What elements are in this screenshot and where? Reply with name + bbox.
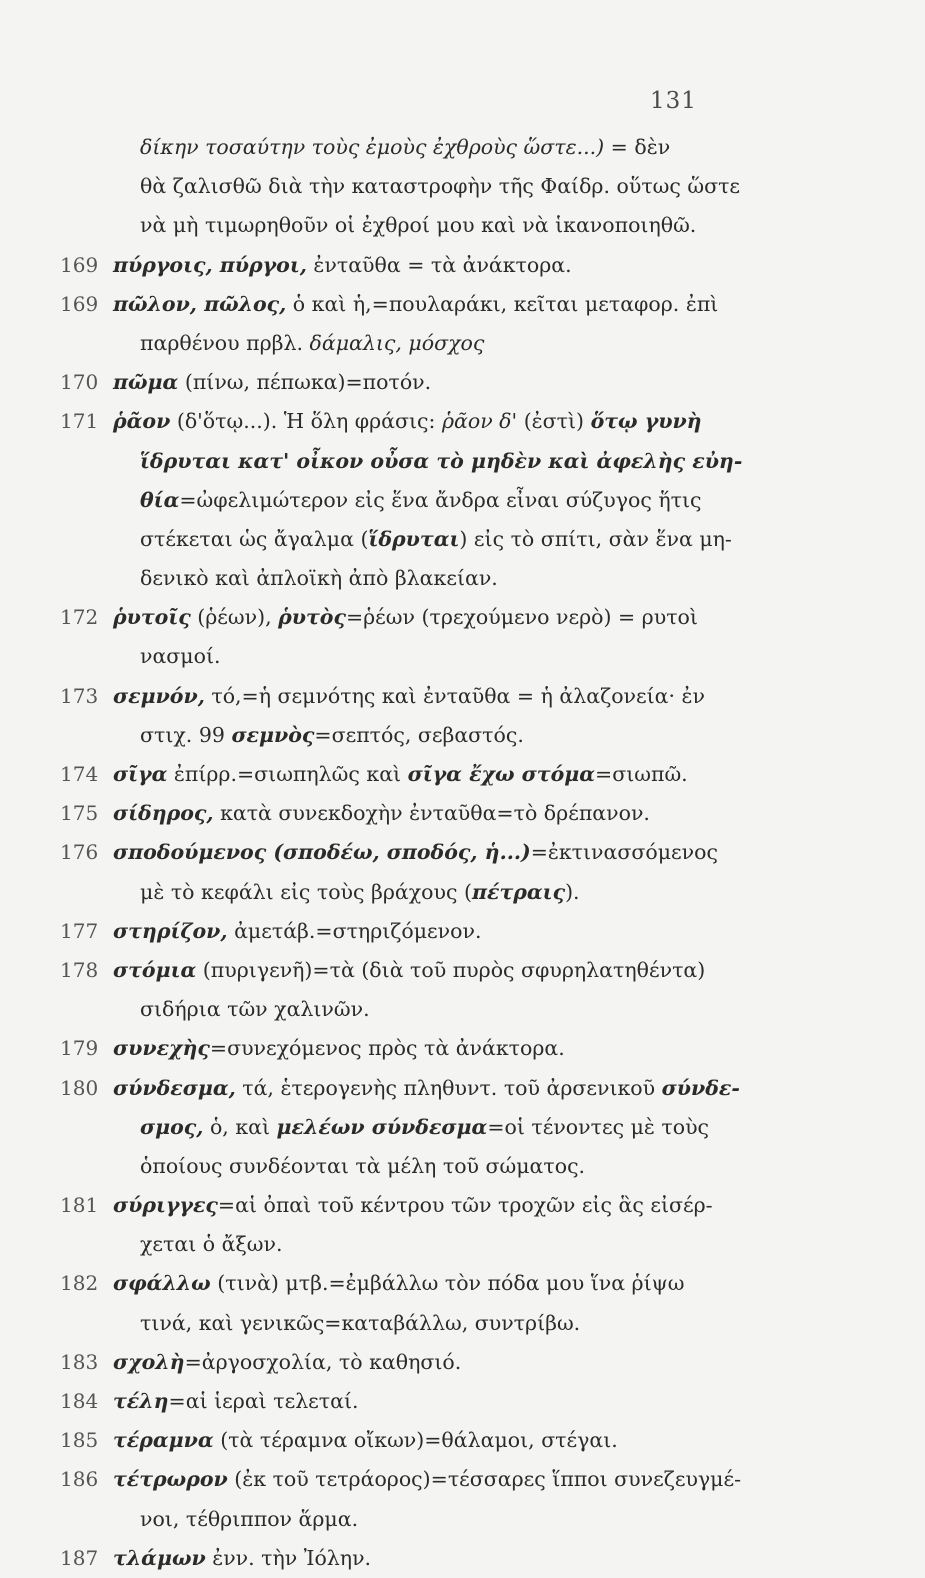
glossary-continuation-line (0, 990, 925, 1029)
line-text (113, 1421, 618, 1460)
gloss-text: =ἀργοσχολία, τὸ καθησιό. (184, 1349, 462, 1374)
line-text (140, 559, 498, 598)
line-number: 177 (60, 918, 99, 943)
line-text (113, 402, 702, 441)
lemma-term: πῶμα (113, 370, 179, 395)
line-text (140, 167, 740, 206)
gloss-text: χεται ὁ ἄξων. (140, 1232, 283, 1257)
lemma-term: σῖγα (113, 762, 168, 786)
glossary-continuation-line (0, 873, 925, 912)
line-text (140, 1147, 585, 1186)
italic-text: δάμαλις, μόσχος (309, 330, 485, 355)
line-text (113, 1343, 461, 1382)
lemma-term: πύργοις, πύργοι, (113, 252, 307, 277)
glossary-entry-line (0, 402, 925, 441)
gloss-text: (τὰ τέραμνα οἴκων)=θάλαμοι, στέγαι. (213, 1428, 618, 1453)
glossary-continuation-line (0, 559, 925, 598)
glossary-continuation-line (0, 442, 925, 481)
glossary-entry-line (0, 833, 925, 872)
gloss-text: νασμοί. (140, 644, 221, 669)
line-number: 172 (60, 605, 99, 630)
glossary-entry-line (0, 1460, 925, 1499)
gloss-text: παρθένου πρβλ. (140, 330, 310, 355)
lemma-term: σποδούμενος (σποδέω, σποδός, ἡ...) (113, 840, 531, 865)
lemma-term: τέλη (113, 1389, 169, 1413)
lemma-term: σεμνὸς (231, 722, 315, 747)
glossary-entry-line (0, 363, 925, 402)
line-text (140, 873, 580, 912)
gloss-text: =ὠφελιμώτερον εἰς ἕνα ἄνδρα εἶναι σύζυγος ἥτις (179, 487, 702, 512)
gloss-text: (πυριγενῆ)=τὰ (διὰ τοῦ πυρὸς σφυρηλατηθέντα) (196, 957, 706, 982)
lemma-term: σφάλλω (113, 1271, 211, 1296)
lemma-term: σμος, (140, 1114, 204, 1139)
glossary-continuation-line (0, 520, 925, 559)
glossary-continuation-line (0, 1147, 925, 1186)
gloss-text: θὰ ζαλισθῶ διὰ τὴν καταστροφὴν τῆς Φαίδρ. οὕτως ὥστε (140, 174, 741, 199)
gloss-text: ἐνν. τὴν Ἰόλην. (205, 1545, 372, 1570)
glossary-entry-line (0, 1264, 925, 1303)
line-number: 169 (60, 291, 99, 316)
line-number: 184 (60, 1389, 99, 1413)
glossary-entry-line (0, 794, 925, 833)
lemma-term: ῥᾶον (113, 409, 171, 434)
gloss-text: (ἐκ τοῦ τετράορος)=τέσσαρες ἵπποι συνεζευγμέ- (227, 1467, 742, 1492)
gloss-text: (ῥέων), (190, 605, 279, 630)
gloss-text: (ἐστὶ) (517, 409, 591, 434)
glossary-entry-line (0, 755, 925, 794)
lemma-term: τέραμνα (113, 1428, 214, 1453)
line-text (113, 1382, 359, 1421)
line-text (113, 285, 718, 324)
line-number: 180 (60, 1075, 99, 1100)
glossary-continuation-line (0, 1225, 925, 1264)
line-text (140, 520, 732, 559)
glossary-continuation-line (0, 481, 925, 520)
gloss-text: =σιωπῶ. (595, 762, 688, 786)
lemma-term: πῶλον, πῶλος, (113, 291, 287, 316)
line-text (113, 363, 431, 402)
lemma-term: θία (140, 487, 180, 512)
gloss-text: =αἱ ἱεραὶ τελεταί. (168, 1389, 359, 1413)
gloss-text: νὰ μὴ τιμωρηθοῦν οἱ ἐχθροί μου καὶ νὰ ἱκανοποιηθῶ. (140, 213, 697, 238)
line-text (113, 1069, 740, 1108)
italic-text: δίκην τοσαύτην τοὺς ἐμοὺς ἐχθροὺς ὥστε...) (140, 135, 605, 159)
line-text (113, 1539, 371, 1578)
line-number: 178 (60, 957, 99, 982)
lemma-term: μελέων σύνδεσμα (276, 1114, 488, 1139)
gloss-text: =αἱ ὀπαὶ τοῦ κέντρου τῶν τροχῶν εἰς ἃς εἰσέρ- (217, 1193, 713, 1218)
gloss-text: ὁ καὶ ἡ,=πουλαράκι, κεῖται μεταφορ. ἐπὶ (286, 291, 719, 316)
gloss-text: νοι, τέθριππον ἅρμα. (140, 1506, 359, 1531)
gloss-text: τό,=ἡ σεμνότης καὶ ἐνταῦθα = ἡ ἀλαζονεία· ἐν (204, 683, 706, 708)
line-number: 174 (60, 762, 99, 786)
gloss-text: (τινὰ) μτβ.=ἐμβάλλω τὸν πόδα μου ἵνα ῥίψω (210, 1271, 685, 1296)
lemma-term: σύριγγες (113, 1193, 218, 1218)
lemma-term: τλάμων (113, 1545, 206, 1570)
line-text (140, 637, 221, 676)
line-number: 170 (60, 370, 99, 395)
glossary-continuation-line (0, 128, 925, 167)
glossary-entry-line (0, 912, 925, 951)
gloss-text: κατὰ συνεκδοχὴν ἐνταῦθα=τὸ δρέπανον. (213, 801, 650, 826)
glossary-continuation-line (0, 324, 925, 363)
line-number: 169 (60, 252, 99, 277)
line-text (113, 1186, 713, 1225)
gloss-text: στέκεται ὡς ἄγαλμα ( (140, 526, 369, 551)
glossary-continuation-line (0, 1500, 925, 1539)
gloss-text: (πίνω, πέπωκα)=ποτόν. (178, 370, 432, 395)
lemma-term: σύνδεσμα, (113, 1075, 236, 1100)
line-text (113, 755, 688, 794)
glossary-entry-line (0, 951, 925, 990)
lemma-term: σῖγα ἔχω στόμα (407, 762, 596, 786)
lemma-term: τέτρωρον (113, 1467, 228, 1492)
lemma-term: σύνδε- (661, 1075, 740, 1100)
gloss-text: ). (565, 879, 580, 904)
line-number: 185 (60, 1428, 99, 1453)
glossary-entry-line (0, 246, 925, 285)
glossary-continuation-line (0, 716, 925, 755)
glossary-entry-line (0, 1186, 925, 1225)
line-number: 187 (60, 1545, 99, 1570)
line-text (113, 246, 572, 285)
lemma-term: ῥυτοῖς (113, 605, 191, 630)
line-text (140, 990, 370, 1029)
line-text (140, 1108, 709, 1147)
glossary-entry-line (0, 1539, 925, 1578)
glossary-continuation-line (0, 167, 925, 206)
line-number: 186 (60, 1467, 99, 1492)
glossary-entry-line (0, 285, 925, 324)
glossary-continuation-line (0, 637, 925, 676)
line-number: 175 (60, 801, 99, 826)
gloss-text: = δὲν (604, 135, 671, 159)
line-text (140, 206, 696, 245)
glossary-entry-line (0, 1421, 925, 1460)
lemma-term: σεμνόν, (113, 683, 205, 708)
lemma-term: ἵδρυται κατ' οἶκον οὖσα τὸ μηδὲν καὶ ἀφελὴς εὐη- (140, 448, 743, 473)
line-text (140, 128, 670, 167)
lemma-term: ὅτῳ γυνὴ (590, 409, 702, 434)
line-number: 176 (60, 840, 99, 865)
glossary-entry-line (0, 1029, 925, 1068)
line-text (113, 794, 650, 833)
line-text (113, 1460, 741, 1499)
glossary-continuation-line (0, 1108, 925, 1147)
line-text (140, 1500, 358, 1539)
line-text (140, 324, 484, 363)
line-text (113, 833, 718, 872)
line-text (140, 716, 524, 755)
gloss-text: τινά, καὶ γενικῶς=καταβάλλω, συντρίβω. (140, 1310, 581, 1335)
gloss-text: (δ'ὅτῳ...). Ἡ ὅλη φράσις: (170, 409, 442, 434)
gloss-text: στιχ. 99 (140, 722, 232, 747)
gloss-text: ὁποίους συνδέονται τὰ μέλη τοῦ σώματος. (140, 1153, 586, 1178)
lemma-term: σίδηρος, (113, 801, 214, 826)
line-number: 182 (60, 1271, 99, 1296)
line-text (140, 442, 742, 481)
glossary-entry-line (0, 1069, 925, 1108)
italic-text: ῥᾶον δ' (441, 409, 518, 434)
gloss-text: =συνεχόμενος πρὸς τὰ ἀνάκτορα. (209, 1036, 565, 1061)
gloss-text: δενικὸ καὶ ἀπλοϊκὴ ἀπὸ βλακείαν. (140, 566, 498, 591)
lemma-term: ἵδρυται (368, 526, 460, 551)
line-number: 179 (60, 1036, 99, 1061)
glossary-continuation-line (0, 206, 925, 245)
gloss-text: τά, ἑτερογενὴς πληθυντ. τοῦ ἀρσενικοῦ (235, 1075, 662, 1100)
gloss-text: =ἐκτινασσόμενος (530, 840, 718, 865)
glossary-entry-line (0, 1343, 925, 1382)
lemma-term: στόμια (113, 957, 197, 982)
line-text (113, 912, 481, 951)
gloss-text: σιδήρια τῶν χαλινῶν. (140, 997, 370, 1022)
gloss-text: =ῥέων (τρεχούμενο νερὸ) = ρυτοὶ (345, 605, 698, 630)
gloss-text: ) εἰς τὸ σπίτι, σὰν ἕνα μη- (459, 526, 732, 551)
line-number: 171 (60, 409, 99, 434)
gloss-text: ἐνταῦθα = τὰ ἀνάκτορα. (306, 252, 572, 277)
line-number: 173 (60, 683, 99, 708)
gloss-text: ὁ, καὶ (203, 1114, 277, 1139)
line-text (113, 1264, 684, 1303)
glossary-text (0, 128, 925, 1578)
line-text (113, 598, 698, 637)
lemma-term: σχολὴ (113, 1349, 185, 1374)
glossary-entry-line (0, 677, 925, 716)
lemma-term: πέτραις (471, 879, 566, 904)
line-number: 183 (60, 1349, 99, 1374)
gloss-text: =οἱ τένοντες μὲ τοὺς (487, 1114, 710, 1139)
page-number: 131 (650, 88, 697, 114)
line-text (140, 1225, 282, 1264)
line-text (140, 481, 701, 520)
gloss-text: μὲ τὸ κεφάλι εἰς τοὺς βράχους ( (140, 879, 472, 904)
glossary-continuation-line (0, 1304, 925, 1343)
glossary-entry-line (0, 1382, 925, 1421)
lemma-term: συνεχὴς (113, 1036, 210, 1061)
gloss-text: ἐπίρρ.=σιωπηλῶς καὶ (167, 762, 408, 786)
gloss-text: =σεπτός, σεβαστός. (314, 722, 524, 747)
line-text (113, 1029, 565, 1068)
lemma-term: ῥυτὸς (278, 605, 346, 630)
gloss-text: ἀμετάβ.=στηριζόμενον. (227, 918, 482, 943)
line-text (140, 1304, 580, 1343)
line-text (113, 677, 705, 716)
lemma-term: στηρίζον, (113, 918, 228, 943)
line-text (113, 951, 705, 990)
line-number: 181 (60, 1193, 99, 1218)
glossary-entry-line (0, 598, 925, 637)
